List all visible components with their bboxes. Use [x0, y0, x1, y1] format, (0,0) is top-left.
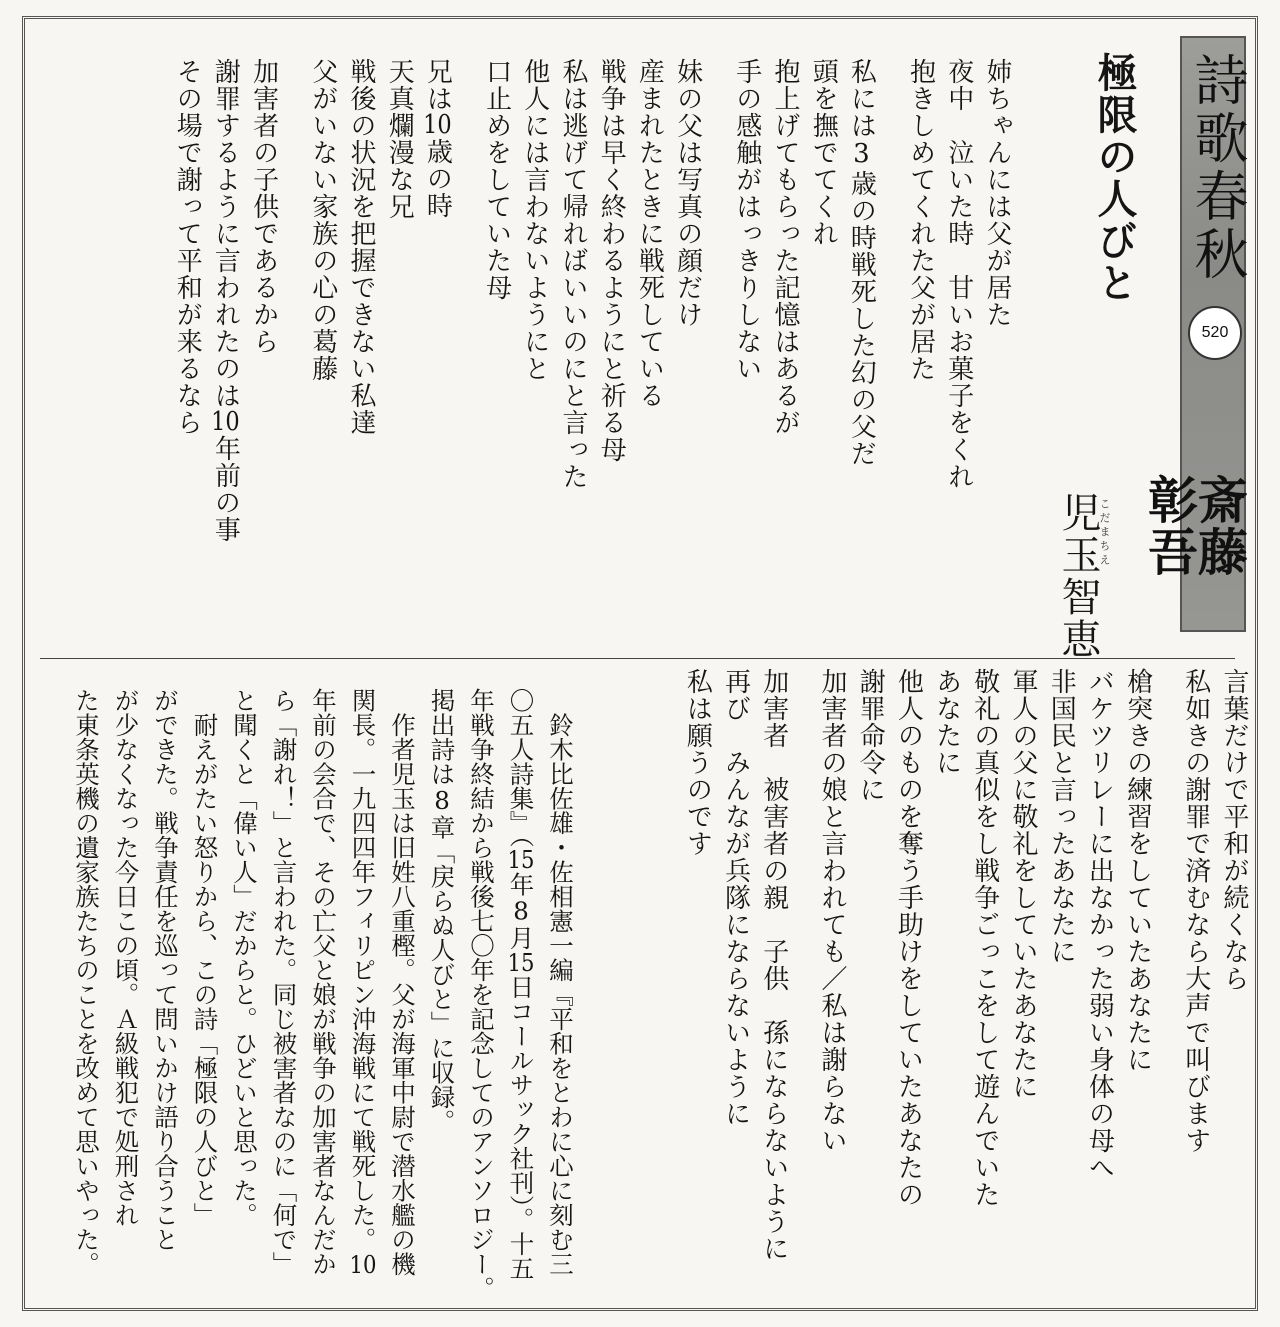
commentary-line: 〇五人詩集』（15年8月15日コールサック社刊）。十五 [506, 688, 536, 1281]
poem-line: 他人のものを奪う手助けをしていたあなたの [893, 668, 924, 1208]
poem-line: 敬礼の真似をし戦争ごっこをして遊んでいた [969, 668, 1000, 1208]
commentary-line: が少なくなった今日この頃。Ａ級戦犯で処刑され [111, 688, 141, 1227]
commentary-line: 年戦争終結から戦後七〇年を記念してのアンソロジー。 [467, 688, 496, 1301]
poem-line: 加害者の娘と言われても／私は謝らない [817, 668, 847, 1154]
poem-line: 私如きの謝罪で済むなら大声で叫びます [1180, 668, 1211, 1154]
poem-line: 兄は10歳の時 [422, 58, 453, 219]
poem-line: 軍人の父に敬礼をしていたあなたに [1008, 668, 1038, 1100]
commentary-line: 年前の会合で、その亡父と娘が戦争の加害者なんだか [309, 688, 338, 1276]
commentary-line: と聞くと「偉い人」だからと。ひどいと思った。 [230, 688, 259, 1227]
poem-line: バケツリレーに出なかった弱い身体の母へ [1084, 668, 1115, 1181]
poem-line: 産まれたときに戦死している [634, 58, 665, 409]
poem-line: 抱きしめてくれた父が居た [905, 58, 936, 382]
poem-line: 手の感触がはっきりしない [731, 58, 762, 382]
poem-title: 極限の人びと [1091, 52, 1137, 304]
commentary-line: 掲出詩は8章「戻らぬ人びと」に収録。 [427, 688, 457, 1134]
column-author: 斎藤 彰吾 [1140, 474, 1248, 578]
poem-line: 私は逃げて帰ればいいのにと言った [558, 58, 588, 490]
poem-line: 抱上げてもらった記憶はあるが [770, 58, 800, 436]
poem-line: 加害者の子供であるから [248, 58, 279, 355]
poem-line: 私には3歳の時戦死した幻の父だ [846, 58, 877, 467]
poem-line: 口止めをしていた母 [481, 58, 512, 301]
poem-line: 槍突きの練習をしていたあなたに [1122, 668, 1153, 1073]
poem-line: 言葉だけで平和が続くなら [1219, 668, 1249, 992]
commentary-line: 作者児玉は旧姓八重樫。父が海軍中尉で潜水艦の機 [388, 688, 417, 1276]
poem-line: 姉ちゃんには父が居た [982, 58, 1012, 328]
commentary-line: た東条英機の遺家族たちのことを改めて思いやった。 [72, 688, 101, 1276]
poem-line: 夜中 泣いた時 甘いお菓子をくれ [943, 58, 974, 490]
poem-line: 妹の父は写真の顔だけ [672, 58, 703, 328]
poem-line: 謝罪命令に [855, 668, 886, 803]
column-number: 520 [1188, 306, 1242, 360]
poem-line: あなたに [931, 668, 962, 776]
poem-line: 謝罪するように言われたのは10年前の事 [210, 58, 241, 543]
poet-furigana: こだまちえ [1098, 498, 1111, 568]
poem-line: 頭を撫でてくれ [808, 58, 839, 247]
poem-line: 戦争は早く終わるようにと祈る母 [596, 58, 627, 463]
poem-line: 戦後の状況を把握できない私達 [346, 58, 376, 436]
poet-name: 児玉智恵 [1055, 492, 1101, 660]
commentary-line: 鈴木比佐雄・佐相憲一編『平和をとわに心に刻む三 [546, 688, 575, 1276]
poem-line: 天真爛漫な兄 [384, 58, 415, 220]
column-title: 詩歌春秋 [1186, 52, 1249, 284]
poem-line: 父がいない家族の心の葛藤 [307, 58, 338, 382]
poem-line: 私は願うのです [682, 668, 713, 857]
commentary-line: ができた。戦争責任を巡って問いかけ語り合うこと [151, 688, 180, 1252]
commentary-line: 関長。一九四四年フィリピン沖海戦にて戦死した。10 [348, 688, 378, 1276]
poem-line: 他人には言わないようにと [519, 58, 550, 382]
commentary-line: ら「謝れ！」と言われた。同じ被害者なのに「何で」 [269, 688, 299, 1276]
commentary-line: 耐えがたい怒りから、この詩「極限の人びと」 [190, 688, 220, 1227]
poem-line: 加害者 被害者の親 子供 孫にならないように [758, 668, 789, 1262]
column-header [1140, 36, 1249, 632]
poem-line: 再び みんなが兵隊にならないように [720, 668, 751, 1127]
poem-line: 非国民と言ったあなたに [1046, 668, 1077, 965]
poem-line: その場で謝って平和が来るなら [172, 58, 203, 436]
